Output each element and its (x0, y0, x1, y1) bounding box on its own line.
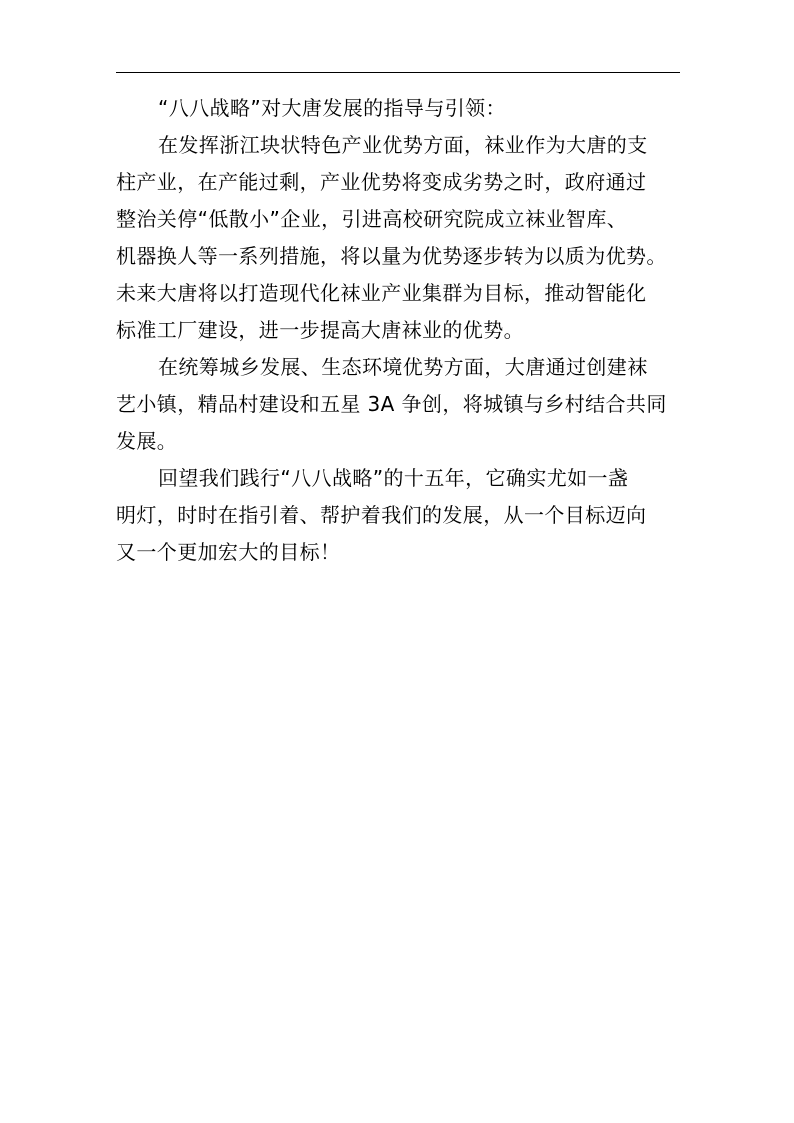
paragraph-1-line-3: 整治关停“低散小”企业，引进高校研究院成立袜业智库、 (116, 207, 628, 231)
paragraph-1-line-1: 在发挥浙江块状特色产业优势方面，袜业作为大唐的支 (158, 133, 648, 157)
paragraph-1-line-2: 柱产业，在产能过剩，产业优势将变成劣势之时，政府通过 (116, 170, 647, 194)
paragraph-3-line-1: 回望我们践行“八八战略”的十五年，它确实尤如一盏 (158, 466, 629, 490)
paragraph-2-line-2: 艺小镇，精品村建设和五星 3A 争创，将城镇与乡村结合共同 (116, 392, 667, 416)
header-rule (116, 72, 680, 73)
document-body (116, 90, 676, 571)
paragraph-1-line-4: 机器换人等一系列措施，将以量为优势逐步转为以质为优势。 (116, 244, 667, 268)
section-heading: “八八战略”对大唐发展的指导与引领： (158, 96, 506, 120)
paragraph-1-line-6: 标准工厂建设，进一步提高大唐袜业的优势。 (116, 318, 524, 342)
paragraph-1-line-5: 未来大唐将以打造现代化袜业产业集群为目标，推动智能化 (116, 281, 647, 305)
paragraph-2-line-3: 发展。 (116, 429, 178, 453)
paragraph-3-line-2: 明灯，时时在指引着、帮护着我们的发展，从一个目标迈向 (116, 503, 647, 527)
paragraph-2-line-1: 在统筹城乡发展、生态环境优势方面，大唐通过创建袜 (158, 355, 648, 379)
paragraph-3-line-3: 又一个更加宏大的目标！ (116, 540, 341, 564)
